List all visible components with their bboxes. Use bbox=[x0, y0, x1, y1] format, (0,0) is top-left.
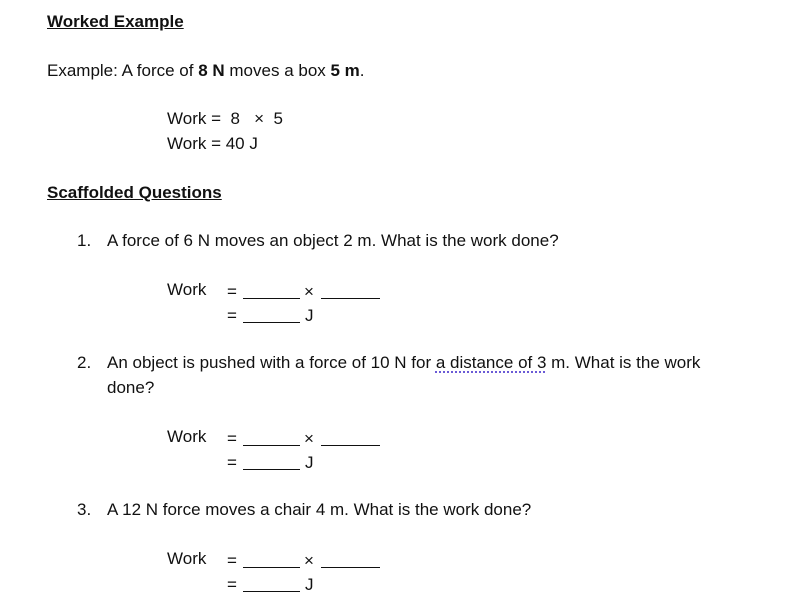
worked-example-heading: Worked Example bbox=[47, 12, 184, 31]
work-label: Work bbox=[167, 280, 207, 299]
unit-joule: J bbox=[305, 453, 314, 472]
times-sign: × bbox=[304, 429, 314, 448]
equals-sign: = bbox=[227, 551, 237, 570]
answer-blank-distance[interactable] bbox=[321, 551, 380, 568]
equals-sign: = bbox=[227, 306, 237, 325]
answer-blank-force[interactable] bbox=[243, 551, 300, 568]
question-3-text: A 12 N force moves a chair 4 m. What is the work done? bbox=[107, 500, 532, 519]
question-3-number: 3. bbox=[77, 500, 92, 519]
answer-blank-force[interactable] bbox=[243, 282, 300, 299]
text: An object is pushed with a force of 10 N for bbox=[107, 353, 436, 372]
answer-blank-distance[interactable] bbox=[321, 282, 380, 299]
distance-value: 5 m bbox=[330, 61, 360, 80]
answer-blank-work[interactable] bbox=[243, 306, 300, 323]
question-1-text: A force of 6 N moves an object 2 m. What is the work done? bbox=[107, 231, 559, 250]
question-2-text bbox=[107, 353, 700, 373]
text: Example: A force of bbox=[47, 61, 199, 80]
force-value: 8 N bbox=[198, 61, 225, 80]
scaffolded-heading: Scaffolded Questions bbox=[47, 183, 222, 202]
example-work-line2: Work = 40 J bbox=[167, 134, 258, 153]
equals-sign: = bbox=[227, 575, 237, 594]
times-sign: × bbox=[304, 282, 314, 301]
text: . bbox=[359, 61, 365, 80]
equals-sign: = bbox=[227, 453, 237, 472]
unit-joule: J bbox=[305, 306, 314, 325]
text: moves a box bbox=[224, 61, 331, 80]
times-sign: × bbox=[304, 551, 314, 570]
answer-blank-work[interactable] bbox=[243, 453, 300, 470]
answer-blank-distance[interactable] bbox=[321, 429, 380, 446]
question-1-number: 1. bbox=[77, 231, 92, 250]
unit-joule: J bbox=[305, 575, 314, 594]
grammar-flag-text[interactable]: a distance of 3 bbox=[435, 353, 547, 372]
answer-blank-force[interactable] bbox=[243, 429, 300, 446]
equals-sign: = bbox=[227, 429, 237, 448]
text: m. What is the work bbox=[546, 353, 701, 372]
question-2-number: 2. bbox=[77, 353, 92, 372]
answer-blank-work[interactable] bbox=[243, 575, 300, 592]
question-2-text-line2: done? bbox=[107, 378, 155, 397]
work-label: Work bbox=[167, 427, 207, 446]
work-label: Work bbox=[167, 549, 207, 568]
equals-sign: = bbox=[227, 282, 237, 301]
example-work-line1: Work = 8 × 5 bbox=[167, 109, 283, 128]
example-statement bbox=[47, 61, 365, 81]
